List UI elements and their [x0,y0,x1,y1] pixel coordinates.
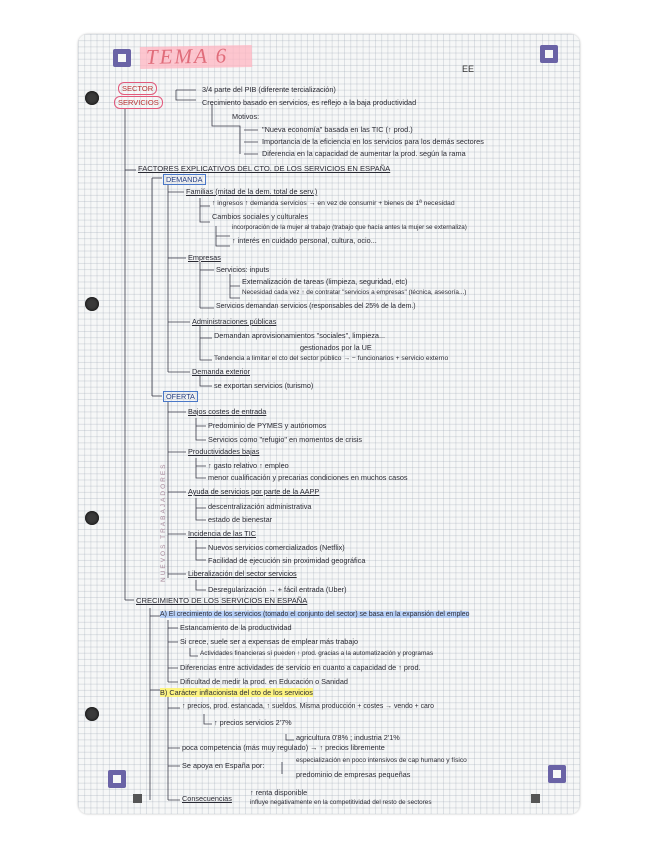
item: Desregularización → + fácil entrada (Uber) [208,585,347,594]
item: Predominio de PYMES y autónomos [208,421,327,430]
subsection-b: B) Carácter inflacionista del cto de los servicios [160,688,313,697]
oferta-item: Productividades bajas [188,447,260,456]
admin-heading: Administraciones públicas [192,317,277,326]
sector-line: Importancia de la eficiencia en los servicios para los demás sectores [262,137,484,146]
item: gestionados por la UE [300,343,372,352]
item: Servicios: inputs [216,265,270,274]
item: ↑ precios servicios 2'7% [214,718,292,727]
demanda-box: DEMANDA [163,174,206,185]
item: especialización en poco intensivos de cap humano y físico [296,757,467,764]
item: poca competencia (más muy regulado) → ↑ precios libremente [182,743,385,752]
vertical-label: NUEVOS TRABAJADORES [160,462,167,582]
item: descentralización administrativa [208,502,312,511]
item: ↑ precios, prod. estancada, ↑ sueldos. Misma producción + costes → vendo + caro [182,703,435,710]
sector-line: Motivos: [232,112,260,121]
exterior-heading: Demanda exterior [192,367,250,376]
oferta-item: Bajos costes de entrada [188,407,267,416]
item: incorporación de la mujer al trabajo (trabajo que hacía antes la mujer se externaliza) [232,224,467,231]
item: Servicios demandan servicios (responsables del 25% de la dem.) [216,303,416,310]
servicios-box: SERVICIOS [114,96,163,109]
item: Nuevos servicios comercializados (Netflix) [208,543,345,552]
item: Dificultad de medir la prod. en Educación o Sanidad [180,677,348,686]
item: influye negativamente en la competitividad del resto de sectores [250,799,432,806]
item: Necesidad cada vez ↑ de contratar "servicios a empresas" (técnica, asesoría...) [242,289,467,296]
familias-heading: Familias (mitad de la dem. total de serv.) [186,187,318,196]
item: Estancamiento de la productividad [180,623,292,632]
item: ↑ gasto relativo ↑ empleo [208,461,289,470]
sector-line: Diferencia en la capacidad de aumentar la prod. según la rama [262,149,466,158]
subsection-a: A) El crecimiento de los servicios (tomado el conjunto del sector) se basa en la expansión del empleo [160,611,470,618]
item: agricultura 0'8% ; industria 2'1% [296,733,400,742]
item: se exportan servicios (turismo) [214,381,314,390]
sector-line: Crecimiento basado en servicios, es reflejo a la baja productividad [202,98,417,107]
corner-tag: EE [462,64,475,74]
item: Diferencias entre actividades de servicio en cuanto a capacidad de ↑ prod. [180,663,421,672]
item: menor cualificación y precarias condiciones en muchos casos [208,473,408,482]
consecuencias-heading: Consecuencias [182,794,232,803]
empresas-heading: Empresas [188,253,221,262]
oferta-item: Incidencia de las TIC [188,529,257,538]
sector-line: 3/4 parte del PIB (diferente tercialización) [202,85,336,94]
oferta-box: OFERTA [163,391,198,402]
sector-box: SECTOR [118,82,157,95]
item: predominio de empresas pequeñas [296,770,411,779]
item: ↑ renta disponible [250,788,308,797]
item: estado de bienestar [208,515,273,524]
section-heading: FACTORES EXPLICATIVOS DEL CTO. DE LOS SERVICIOS EN ESPAÑA [138,164,391,173]
item: Cambios sociales y culturales [212,212,309,221]
section-heading: CRECIMIENTO DE LOS SERVICIOS EN ESPAÑA [136,596,308,605]
oferta-item: Ayuda de servicios por parte de la AAPP [188,487,320,496]
item: Tendencia a limitar el cto del sector público → − funcionarios + servicio externo [214,355,449,362]
item: Actividades financieras sí pueden ↑ prod. gracias a la automatización y programas [200,650,434,657]
item: ↑ interés en cuidado personal, cultura, ocio... [232,236,377,245]
page-title: TEMA 6 [140,45,252,69]
item: Si crece, suele ser a expensas de emplear más trabajo [180,637,359,646]
oferta-item: Liberalización del sector servicios [188,569,297,578]
item: Servicios como "refugio" en momentos de crisis [208,435,363,444]
sector-line: "Nueva economía" basada en las TIC (↑ prod.) [262,125,413,134]
item: ↑ ingresos ↑ demanda servicios → en vez de consumir + bienes de 1ª necesidad [212,200,455,207]
item: Externalización de tareas (limpieza, seguridad, etc) [242,277,408,286]
item: Se apoya en España por: [182,761,265,770]
item: Demandan aprovisionamientos "sociales", limpieza... [214,331,386,340]
item: Facilidad de ejecución sin proximidad geográfica [208,556,366,565]
